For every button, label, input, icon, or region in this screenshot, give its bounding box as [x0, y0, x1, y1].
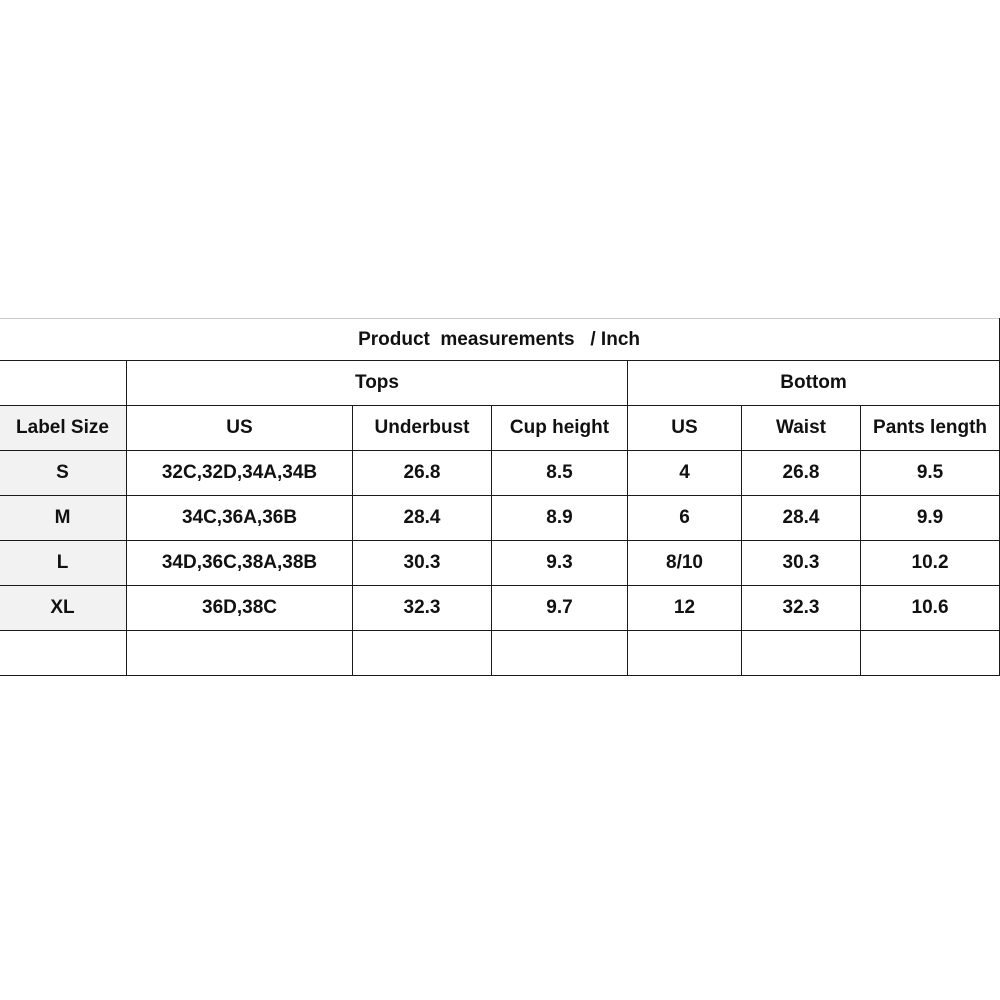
empty-cell — [861, 631, 1000, 676]
row-tops-us: 34C,36A,36B — [127, 496, 353, 541]
column-header-tops-us: US — [127, 406, 353, 451]
table-row — [0, 451, 1000, 496]
column-header-cup-height: Cup height — [492, 406, 628, 451]
row-tops-us: 32C,32D,34A,34B — [127, 451, 353, 496]
empty-cell — [492, 631, 628, 676]
column-header-bottom-us: US — [628, 406, 742, 451]
table-row — [0, 541, 1000, 586]
column-header-row — [0, 406, 1000, 451]
column-header-waist: Waist — [742, 406, 861, 451]
size-chart-table — [0, 318, 1000, 676]
row-tops-us: 36D,38C — [127, 586, 353, 631]
row-waist: 26.8 — [742, 451, 861, 496]
group-header-row — [0, 361, 1000, 406]
group-header-tops: Tops — [127, 361, 628, 406]
empty-cell — [353, 631, 492, 676]
row-label-size: S — [0, 451, 127, 496]
row-cup-height: 9.7 — [492, 586, 628, 631]
row-bottom-us: 4 — [628, 451, 742, 496]
row-label-size: L — [0, 541, 127, 586]
row-pants-length: 10.6 — [861, 586, 1000, 631]
empty-cell — [127, 631, 353, 676]
empty-row — [0, 631, 1000, 676]
row-cup-height: 8.5 — [492, 451, 628, 496]
row-waist: 28.4 — [742, 496, 861, 541]
row-pants-length: 10.2 — [861, 541, 1000, 586]
row-cup-height: 8.9 — [492, 496, 628, 541]
column-header-label-size: Label Size — [0, 406, 127, 451]
row-label-size: XL — [0, 586, 127, 631]
empty-cell — [0, 631, 127, 676]
row-bottom-us: 6 — [628, 496, 742, 541]
empty-cell — [742, 631, 861, 676]
table-title: Product measurements / Inch — [0, 319, 1000, 361]
table-row — [0, 586, 1000, 631]
row-tops-us: 34D,36C,38A,38B — [127, 541, 353, 586]
row-underbust: 26.8 — [353, 451, 492, 496]
row-pants-length: 9.9 — [861, 496, 1000, 541]
column-header-pants-length: Pants length — [861, 406, 1000, 451]
row-underbust: 28.4 — [353, 496, 492, 541]
row-underbust: 30.3 — [353, 541, 492, 586]
empty-cell — [628, 631, 742, 676]
table-row — [0, 496, 1000, 541]
row-cup-height: 9.3 — [492, 541, 628, 586]
row-bottom-us: 8/10 — [628, 541, 742, 586]
row-waist: 30.3 — [742, 541, 861, 586]
row-pants-length: 9.5 — [861, 451, 1000, 496]
row-waist: 32.3 — [742, 586, 861, 631]
group-header-blank — [0, 361, 127, 406]
group-header-bottom: Bottom — [628, 361, 1000, 406]
row-label-size: M — [0, 496, 127, 541]
row-underbust: 32.3 — [353, 586, 492, 631]
row-bottom-us: 12 — [628, 586, 742, 631]
title-row — [0, 319, 1000, 361]
column-header-underbust: Underbust — [353, 406, 492, 451]
